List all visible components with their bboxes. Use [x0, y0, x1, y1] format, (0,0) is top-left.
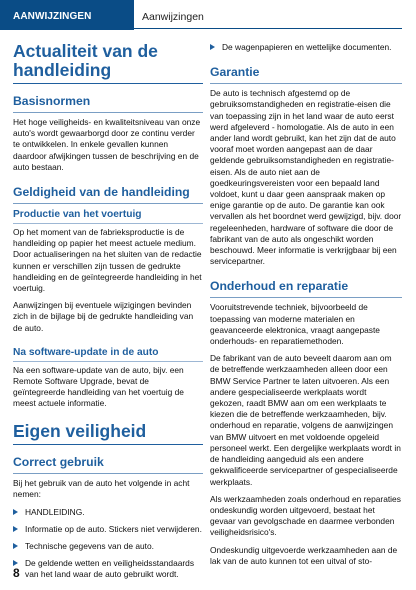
list-item: HANDLEIDING.: [13, 507, 203, 518]
usage-list: [13, 507, 203, 581]
paragraph-basisnormen: Het hoge veiligheids- en kwaliteitsniveau van onze auto's wordt gewaarborgd door ze continu verder te ontwikkelen. In enkele gevallen kunnen daardoor afwijkingen tussen de beschrijving en de auto bestaan.: [13, 117, 201, 172]
paragraph-garantie: De auto is technisch afgestemd op de gebruiksomstandigheden en registratie-eisen die van toepassing zijn in het land waar de auto eerst werd afgeleverd - homologatie. Als de auto in een ander land wordt gebruikt, kan het zijn dat de auto vooraf moet worden aangepast aan de daar geldende gebruiksomstandigheden en registratie-eisen. Als de auto niet aan de goedkeuringsvereisten voor een bepaald land voldoet, kunt u daar geen aanspraak maken op enige garantie op de auto. De garantie kan ook vervallen als het boordnet werd gewijzigd, bijv. door regeleenheden, hardware of software die door de fabrikant van de auto als ongeschikt worden beschouwd. Meer informatie is verkrijgbaar bij een servicepartner.: [210, 88, 402, 267]
header-rule: [134, 28, 402, 29]
triangle-bullet-icon: [210, 44, 215, 50]
heading-productie: Productie van het voertuig: [13, 208, 203, 224]
heading-basisnormen: Basisnormen: [13, 94, 203, 113]
triangle-bullet-icon: [13, 509, 18, 515]
list-item: De geldende wetten en veiligheidsstandaards van het land waar de auto gebruikt wordt.: [13, 558, 203, 580]
chapter-tab: AANWIJZINGEN: [0, 0, 134, 30]
list-item: Informatie op de auto. Stickers niet verwijderen.: [13, 524, 203, 535]
paragraph-correct-gebruik: Bij het gebruik van de auto het volgende in acht nemen:: [13, 478, 190, 500]
paragraph-onderhoud-3: Als werkzaamheden zoals onderhoud en reparaties ondeskundig worden uitgevoerd, bestaat het gevaar van gevolgschade en daarmee verbonden veiligheidsrisico's.: [210, 493, 401, 538]
heading-software-update: Na software-update in de auto: [13, 346, 203, 362]
paragraph-onderhoud-1: Vooruitstrevende techniek, bijvoorbeeld de toepassing van moderne materialen en geavanceerde elektronica, vraagt aangepaste onderhouds- en reparatiemethoden.: [210, 302, 380, 347]
usage-list-continued: [210, 42, 402, 53]
triangle-bullet-icon: [13, 543, 18, 549]
paragraph-onderhoud-4: Ondeskundig uitgevoerde werkzaamheden aan de lak van de auto kunnen tot een uitval of sto-: [210, 544, 398, 566]
right-column: [210, 42, 402, 573]
heading-actualiteit: Actualiteit van de handleiding: [13, 42, 203, 84]
page-number: 8: [13, 566, 20, 580]
paragraph-software-update: Na een software-update van de auto, bijv. een Remote Software Upgrade, bevat de geïntegreerde handleiding van het voertuig de meest actuele informatie.: [13, 364, 184, 409]
heading-geldigheid: Geldigheid van de handleiding: [13, 185, 203, 204]
left-column: [13, 42, 203, 587]
section-title: Aanwijzingen: [142, 11, 204, 23]
paragraph-productie-2: Aanwijzingen bij eventuele wijzigingen bevinden zich in de bijlage bij de gedrukte handleiding van de auto.: [13, 300, 194, 333]
heading-correct-gebruik: Correct gebruik: [13, 455, 203, 474]
page-header: [0, 0, 416, 30]
heading-garantie: Garantie: [210, 65, 402, 84]
list-item: De wagenpapieren en wettelijke documenten.: [210, 42, 402, 53]
heading-eigen-veiligheid: Eigen veiligheid: [13, 422, 203, 446]
paragraph-onderhoud-2: De fabrikant van de auto beveelt daarom aan om de betreffende werkzaamheden alleen door een BMW Service Partner te laten uitvoeren. Als een andere gespecialiseerde werkplaats wordt gekozen, raadt BMW aan om een werkplaats te kiezen die de betreffende werkzaamheden, bijv. onderhoud en reparatie, volgens de aanwijzingen van BMW uitvoert en met voldoende opgeleid personeel werkt. Een dergelijke werkplaats wordt in de handleiding aangeduid als een andere gekwalificeerde servicepartner of gespecialiseerde werkplaats.: [210, 353, 401, 487]
list-item: Technische gegevens van de auto.: [13, 541, 203, 552]
triangle-bullet-icon: [13, 526, 18, 532]
heading-onderhoud: Onderhoud en reparatie: [210, 279, 402, 298]
paragraph-productie-1: Op het moment van de fabrieksproductie is de handleiding op papier het meest actuele medium. Door actualiseringen na het sluiten van de redactie kunnen er verschillen zijn tussen de gedrukte handleiding en de geïntegreerde handleiding in het voertuig.: [13, 227, 202, 294]
